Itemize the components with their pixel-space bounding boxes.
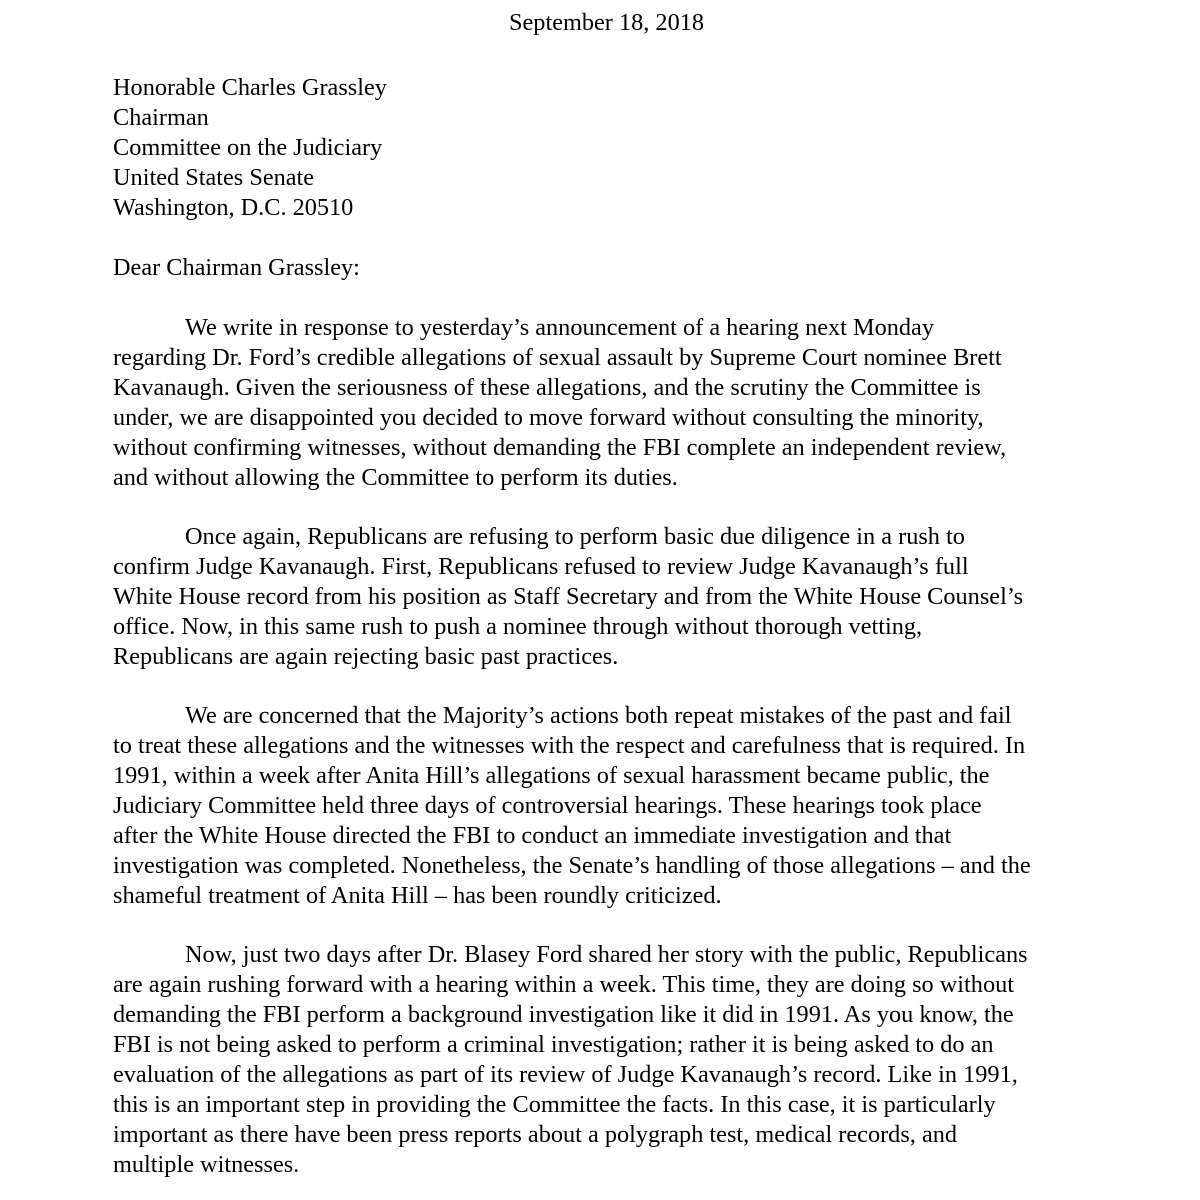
paragraph-line: demanding the FBI perform a background investigation like it did in 1991. As you know, the — [113, 1001, 1014, 1028]
recipient-line: United States Senate — [113, 164, 315, 191]
recipient-line: Honorable Charles Grassley — [113, 74, 387, 101]
paragraph-line: are again rushing forward with a hearing within a week. This time, they are doing so without — [113, 971, 1015, 998]
paragraph-line: and without allowing the Committee to perform its duties. — [113, 464, 678, 491]
recipient-line: Committee on the Judiciary — [113, 134, 383, 161]
paragraph-line: to treat these allegations and the witnesses with the respect and carefulness that is required. In — [113, 732, 1026, 759]
paragraph-line: Judiciary Committee held three days of controversial hearings. These hearings took place — [113, 792, 982, 819]
letter-date: September 18, 2018 — [509, 9, 705, 36]
paragraph-line: White House record from his position as Staff Secretary and from the White House Counsel’s — [113, 583, 1024, 610]
paragraph-line: investigation was completed. Nonetheless, the Senate’s handling of those allegations – and the — [113, 852, 1031, 879]
paragraph-line: 1991, within a week after Anita Hill’s allegations of sexual harassment became public, the — [113, 762, 990, 789]
recipient-line: Washington, D.C. 20510 — [113, 194, 354, 221]
paragraph-line: Kavanaugh. Given the seriousness of these allegations, and the scrutiny the Committee is — [113, 374, 981, 401]
paragraph-line: office. Now, in this same rush to push a nominee through without thorough vetting, — [113, 613, 923, 640]
paragraph-line: shameful treatment of Anita Hill – has been roundly criticized. — [113, 882, 722, 909]
paragraph-line: evaluation of the allegations as part of its review of Judge Kavanaugh’s record. Like in 1991, — [113, 1061, 1018, 1088]
paragraph-line: important as there have been press reports about a polygraph test, medical records, and — [113, 1121, 958, 1148]
paragraph-line: this is an important step in providing the Committee the facts. In this case, it is particularly — [113, 1091, 996, 1118]
paragraph-line: regarding Dr. Ford’s credible allegations of sexual assault by Supreme Court nominee Brett — [113, 344, 1002, 371]
paragraph-line: confirm Judge Kavanaugh. First, Republicans refused to review Judge Kavanaugh’s full — [113, 553, 969, 580]
paragraph-line: multiple witnesses. — [113, 1151, 300, 1178]
paragraph-line: after the White House directed the FBI to conduct an immediate investigation and that — [113, 822, 952, 849]
paragraph-line: without confirming witnesses, without demanding the FBI complete an independent review, — [113, 434, 1007, 461]
paragraph-line: under, we are disappointed you decided to move forward without consulting the minority, — [113, 404, 984, 431]
paragraph-line: FBI is not being asked to perform a criminal investigation; rather it is being asked to do an — [113, 1031, 994, 1058]
paragraph-line: We are concerned that the Majority’s actions both repeat mistakes of the past and fail — [185, 702, 1012, 729]
paragraph-line: Now, just two days after Dr. Blasey Ford shared her story with the public, Republicans — [185, 941, 1028, 968]
paragraph-line: Republicans are again rejecting basic past practices. — [113, 643, 619, 670]
salutation: Dear Chairman Grassley: — [113, 254, 360, 281]
recipient-line: Chairman — [113, 104, 209, 131]
paragraph-line: Once again, Republicans are refusing to perform basic due diligence in a rush to — [185, 523, 965, 550]
paragraph-line: We write in response to yesterday’s announcement of a hearing next Monday — [185, 314, 934, 341]
